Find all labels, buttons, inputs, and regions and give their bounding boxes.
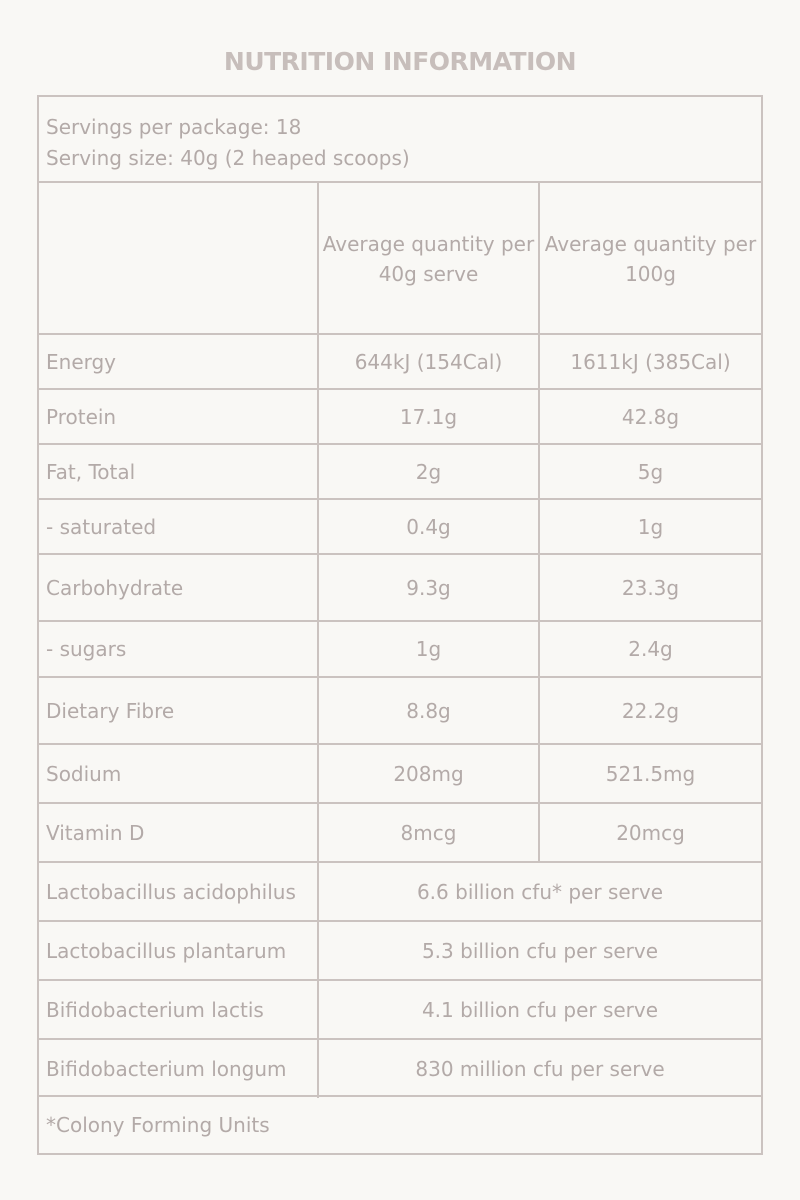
nutrient-per-serve: 17.1g <box>319 390 540 443</box>
probiotic-amount: 4.1 billion cfu per serve <box>421 997 659 1022</box>
probiotic-name: Bifidobacterium lactis <box>39 981 319 1038</box>
nutrient-per-100g: 23.3g <box>621 575 680 600</box>
table-header-row <box>39 183 761 335</box>
nutrient-name: Vitamin D <box>39 804 319 861</box>
nutrient-per-100g: 1g <box>637 514 664 539</box>
nutrient-per-100g: 5g <box>637 459 664 484</box>
servings-per-package: Servings per package: 18 <box>46 115 302 139</box>
nutrient-per-serve: 8mcg <box>319 804 540 861</box>
table-row <box>39 1040 761 1098</box>
table-row <box>39 622 761 678</box>
nutrient-name: - sugars <box>39 622 319 676</box>
probiotic-amount: 830 million cfu per serve <box>415 1057 665 1081</box>
probiotic-name: Bifidobacterium longum <box>39 1040 319 1098</box>
nutrient-per-serve: 8.8g <box>319 678 540 743</box>
nutrient-name: Fat, Total <box>39 445 319 498</box>
table-row <box>39 445 761 500</box>
probiotic-amount: 5.3 billion cfu per serve <box>421 938 659 963</box>
table-row <box>39 804 761 863</box>
nutrient-per-serve: 2g <box>319 445 540 498</box>
probiotic-name: Lactobacillus plantarum <box>39 922 319 979</box>
table-row <box>39 678 761 745</box>
nutrient-per-100g: 1611kJ (385Cal) <box>570 349 731 374</box>
probiotic-amount: 6.6 billion cfu* per serve <box>416 879 664 904</box>
table-row <box>39 922 761 981</box>
nutrient-per-100g: 521.5mg <box>605 761 696 786</box>
nutrient-per-serve: 0.4g <box>319 500 540 553</box>
nutrient-per-serve: 644kJ (154Cal) <box>319 335 540 388</box>
table-row <box>39 745 761 804</box>
header-label-cell <box>39 183 319 333</box>
page-title: NUTRITION INFORMATION <box>223 47 577 76</box>
probiotic-name: Lactobacillus acidophilus <box>39 863 319 920</box>
header-per-serve: Average quantity per 40g serve <box>319 183 540 333</box>
footnote: *Colony Forming Units <box>39 1095 761 1153</box>
table-row <box>39 863 761 922</box>
nutrient-per-100g: 2.4g <box>628 637 673 661</box>
nutrient-name: - saturated <box>39 500 319 553</box>
nutrient-per-100g: 20mcg <box>616 820 685 845</box>
table-row <box>39 390 761 445</box>
nutrient-name: Protein <box>39 390 319 443</box>
nutrient-per-100g: 22.2g <box>621 698 680 723</box>
nutrient-per-serve: 208mg <box>319 745 540 802</box>
header-per-100g: Average quantity per 100g <box>544 232 757 286</box>
nutrient-name: Energy <box>39 335 319 388</box>
nutrition-panel <box>37 95 763 1155</box>
table-row <box>39 335 761 390</box>
nutrient-name: Sodium <box>39 745 319 802</box>
nutrient-name: Carbohydrate <box>39 555 319 620</box>
table-row <box>39 981 761 1040</box>
nutrient-per-serve: 1g <box>319 622 540 676</box>
serving-size: Serving size: 40g (2 heaped scoops) <box>46 146 410 170</box>
nutrient-per-serve: 9.3g <box>319 555 540 620</box>
nutrient-per-100g: 42.8g <box>621 404 680 429</box>
table-row <box>39 555 761 622</box>
nutrient-name: Dietary Fibre <box>39 678 319 743</box>
servings-info <box>39 97 761 183</box>
table-row <box>39 500 761 555</box>
nutrition-table <box>39 183 761 1098</box>
